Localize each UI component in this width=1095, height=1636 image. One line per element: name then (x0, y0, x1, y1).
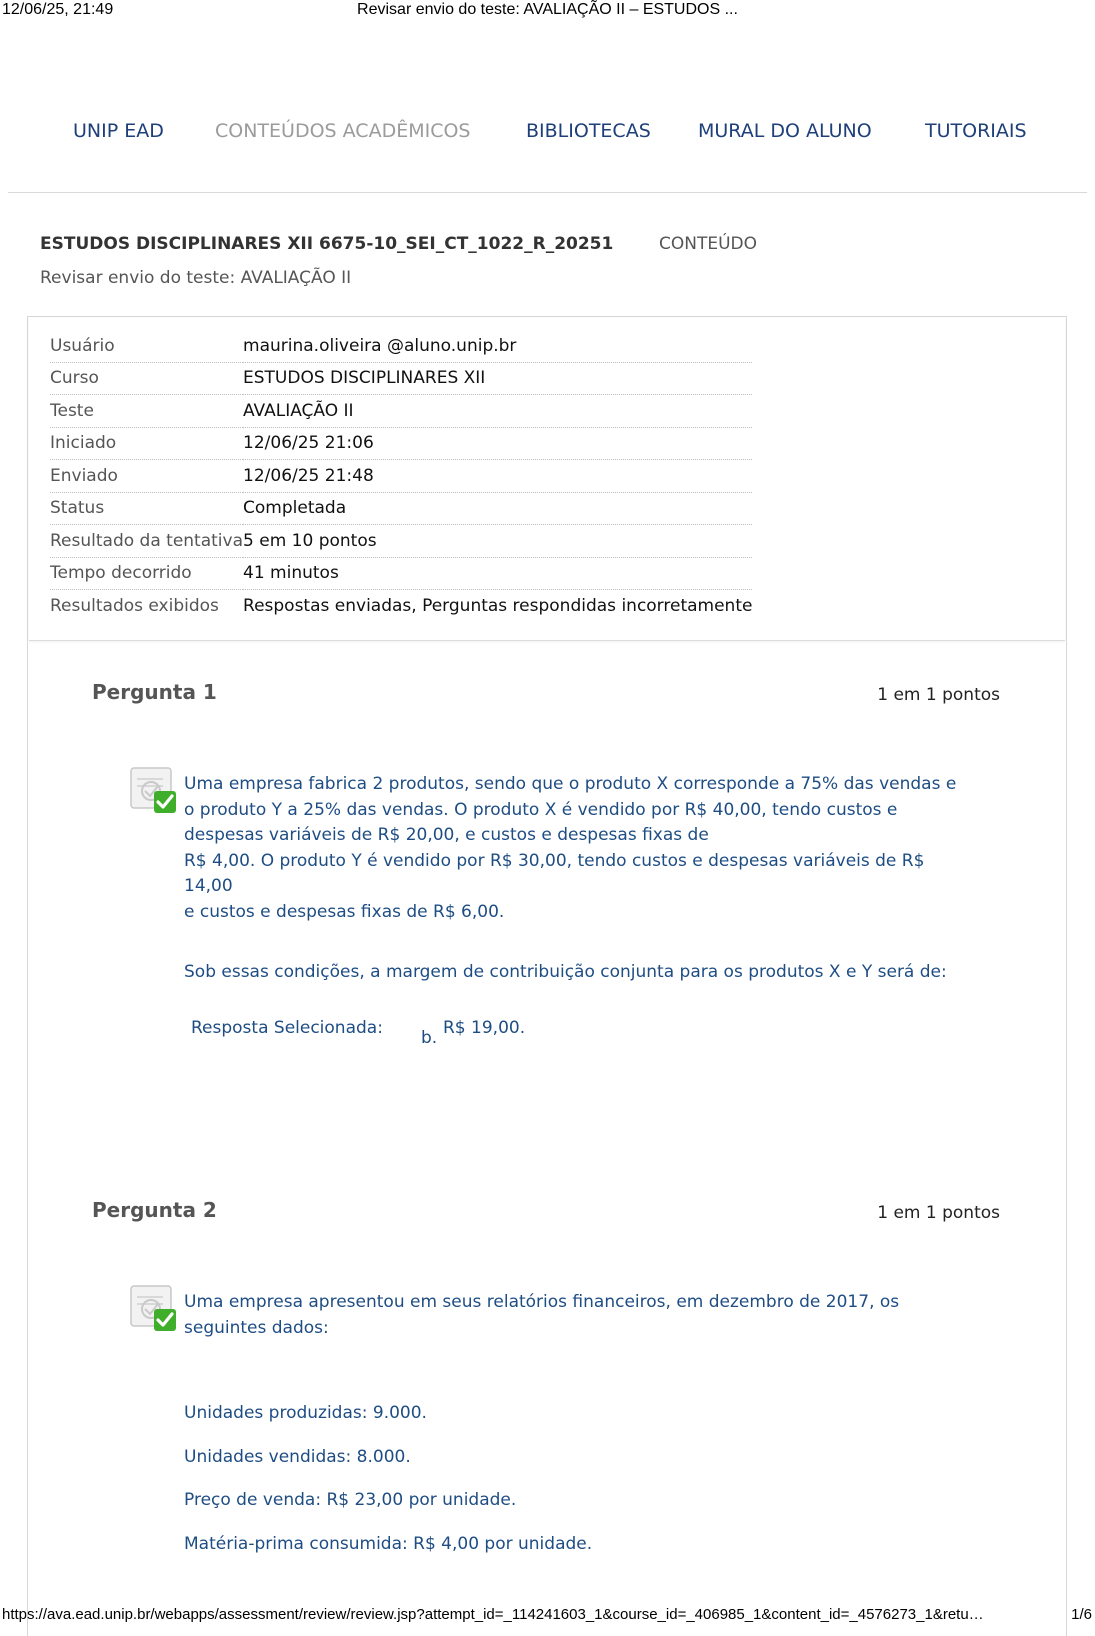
question-text-line: Uma empresa fabrica 2 produtos, sendo que o produto X corresponde a 75% das vendas e (184, 774, 957, 794)
nav-unip-ead[interactable]: UNIP EAD (73, 120, 164, 142)
data-bullet: Unidades vendidas: 8.000. (184, 1447, 411, 1467)
print-timestamp: 12/06/25, 21:49 (2, 1, 114, 18)
content-link[interactable]: CONTEÚDO (659, 234, 758, 254)
summary-label: Resultados exibidos (50, 595, 219, 616)
question-text-line: R$ 4,00. O produto Y é vendido por R$ 30,00, tendo custos e despesas variáveis de R$ 14,00 (184, 850, 925, 896)
question-text-line: Uma empresa apresentou em seus relatórios financeiros, em dezembro de 2017, os (184, 1292, 900, 1312)
data-bullet: Matéria-prima consumida: R$ 4,00 por unidade. (184, 1534, 593, 1554)
data-bullet: Unidades produzidas: 9.000. (184, 1403, 427, 1423)
summary-label: Teste (50, 395, 243, 428)
question-text-line: e custos e despesas fixas de R$ 6,00. (184, 901, 505, 922)
summary-row (50, 427, 752, 460)
summary-label: Resultado da tentativa (50, 525, 243, 558)
question-2-title: Pergunta 2 (92, 1198, 217, 1222)
summary-label: Iniciado (50, 427, 243, 460)
data-bullet: Preço de venda: R$ 23,00 por unidade. (184, 1490, 517, 1510)
selected-answer-value: R$ 19,00. (443, 1018, 526, 1038)
question-1-prompt: Sob essas condições, a margem de contribuição conjunta para os produtos X e Y será de: (184, 962, 947, 982)
summary-label: Status (50, 492, 243, 525)
summary-row (50, 395, 752, 428)
print-footer (0, 1605, 1095, 1627)
print-title: Revisar envio do teste: AVALIAÇÃO II – ESTUDOS ... (357, 1, 738, 18)
page-title: Revisar envio do teste: AVALIAÇÃO II (40, 268, 352, 288)
summary-value: 12/06/25 21:48 (243, 460, 752, 493)
summary-row (50, 525, 752, 558)
summary-value: 12/06/25 21:06 (243, 427, 752, 460)
summary-label: Curso (50, 362, 243, 395)
summary-value: 5 em 10 pontos (243, 525, 752, 558)
question-2-text (184, 1290, 974, 1341)
summary-value: ESTUDOS DISCIPLINARES XII (243, 362, 752, 395)
question-text-line: despesas variáveis de R$ 20,00, e custos e despesas fixas de (184, 825, 709, 845)
summary-label: Usuário (50, 330, 243, 362)
summary-row (50, 460, 752, 493)
summary-label: Enviado (50, 460, 243, 493)
selected-answer-label: Resposta Selecionada: (191, 1018, 383, 1038)
correct-answer-icon (130, 767, 178, 815)
nav-bibliotecas[interactable]: BIBLIOTECAS (526, 120, 651, 142)
course-title[interactable]: ESTUDOS DISCIPLINARES XII 6675-10_SEI_CT_1022_R_20251 (40, 234, 614, 254)
correct-answer-icon (130, 1285, 178, 1333)
page-number: 1/6 (1071, 1606, 1092, 1623)
question-text-line: seguintes dados: (184, 1317, 329, 1338)
summary-value: AVALIAÇÃO II (243, 395, 752, 428)
attempt-summary-table (50, 330, 752, 622)
summary-row (50, 557, 752, 590)
question-text-line: o produto Y a 25% das vendas. O produto X é vendido por R$ 40,00, tendo custos e (184, 799, 898, 820)
summary-row (50, 330, 752, 362)
summary-value: Respostas enviadas, Perguntas respondidas incorretamente (243, 595, 753, 616)
nav-conteudos-academicos[interactable]: CONTEÚDOS ACADÊMICOS (215, 120, 471, 142)
question-2-points: 1 em 1 pontos (877, 1203, 1000, 1223)
summary-row (50, 362, 752, 395)
summary-value: maurina.oliveira @aluno.unip.br (243, 330, 752, 362)
summary-row (50, 590, 752, 622)
print-header (0, 0, 1095, 22)
nav-tutoriais[interactable]: TUTORIAIS (925, 120, 1027, 142)
question-1-title: Pergunta 1 (92, 680, 217, 704)
print-url: https://ava.ead.unip.br/webapps/assessment/review/review.jsp?attempt_id=_114241603_1&course_id=_406985_1&content_id=_4576273_1&retu… (2, 1606, 984, 1623)
summary-row (50, 492, 752, 525)
question-1-text (184, 772, 974, 925)
top-navigation (8, 96, 1087, 193)
selected-answer-letter: b. (421, 1028, 438, 1048)
summary-value: Completada (243, 492, 752, 525)
nav-mural-do-aluno[interactable]: MURAL DO ALUNO (698, 120, 872, 142)
summary-value: 41 minutos (243, 557, 752, 590)
summary-label: Tempo decorrido (50, 557, 243, 590)
question-1-points: 1 em 1 pontos (877, 685, 1000, 705)
